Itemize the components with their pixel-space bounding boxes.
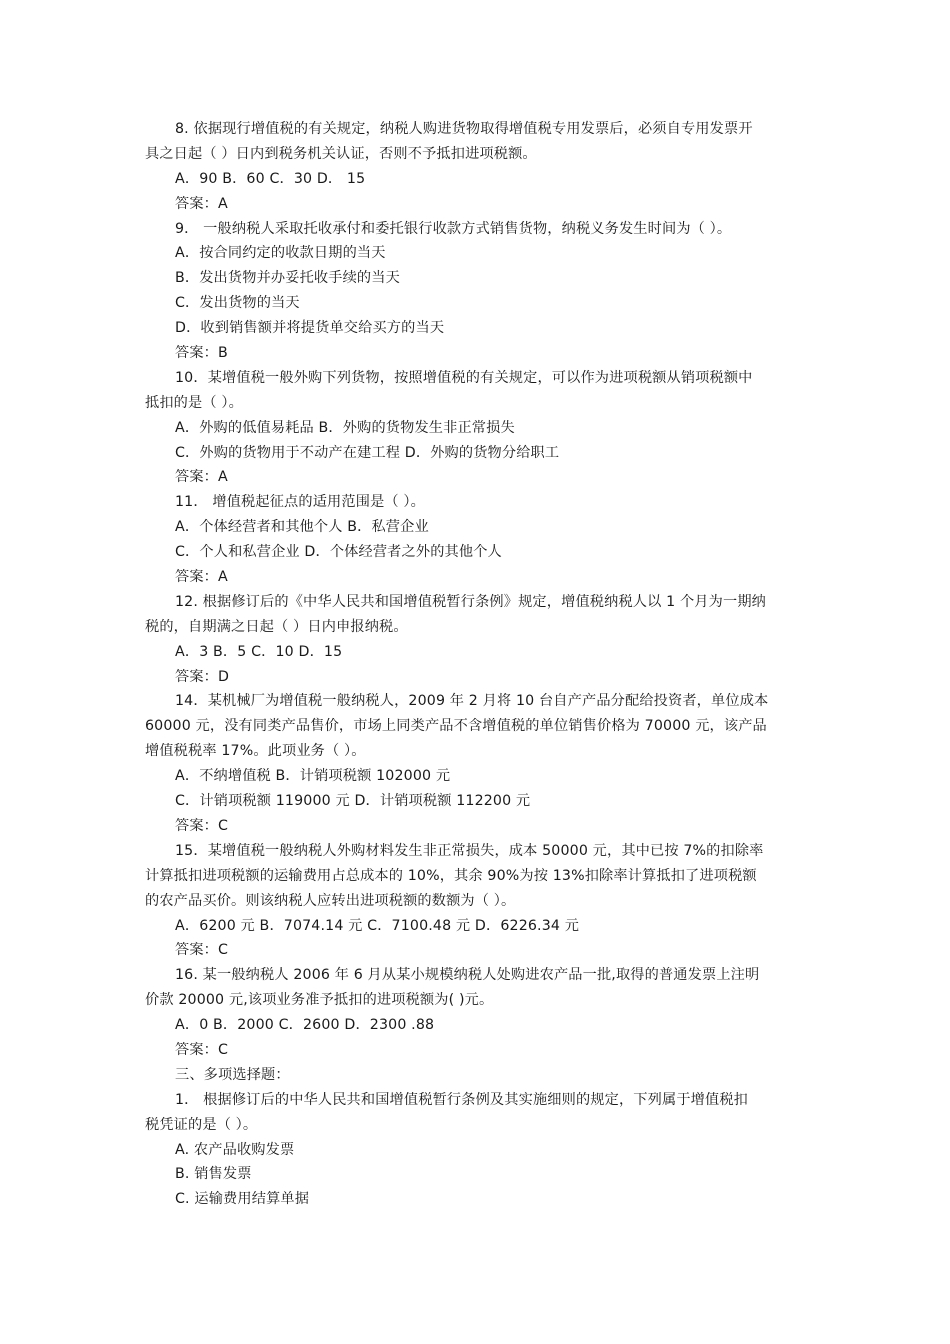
text-line: 三、多项选择题： — [175, 1066, 290, 1083]
text-line: D．收到销售额并将提货单交给买方的当天 — [175, 320, 445, 337]
text-line: 8. 依据现行增值税的有关规定，纳税人购进货物取得增值税专用发票后，必须自专用发票开 — [175, 121, 753, 137]
text-line: C．个人和私营企业 D．个体经营者之外的其他个人 — [175, 544, 502, 561]
text-line: 增值税税率 17%。此项业务（ ）。 — [145, 743, 366, 760]
text-line: 抵扣的是（ ）。 — [145, 394, 243, 411]
text-line: 14．某机械厂为增值税一般纳税人，2009 年 2 月将 10 台自产产品分配给投资者，单位成本 — [175, 693, 769, 710]
text-line: A．外购的低值易耗品 B．外购的货物发生非正常损失 — [175, 419, 515, 436]
text-line: 12. 根据修订后的《中华人民共和国增值税暂行条例》规定，增值税纳税人以 1 个月为一期纳 — [175, 593, 766, 610]
text-line: 计算抵扣进项税额的运输费用占总成本的 10%，其余 90%为按 13%扣除率计算抵扣了进项税额 — [145, 867, 757, 884]
text-line: 答案：C — [175, 1041, 229, 1058]
text-line: 11． 增值税起征点的适用范围是（ ）。 — [175, 494, 425, 511]
text-line: A．个体经营者和其他个人 B．私营企业 — [175, 519, 429, 536]
text-line: 答案：C — [175, 942, 229, 959]
text-line: 具之日起（ ）日内到税务机关认证，否则不予抵扣进项税额。 — [145, 145, 537, 162]
text-line: A．不纳增值税 B．计销项税额 102000 元 — [175, 768, 451, 785]
text-line: 的农产品买价。则该纳税人应转出进项税额的数额为（ ）。 — [145, 892, 516, 909]
text-line: A．6200 元 B．7074.14 元 C．7100.48 元 D．6226.34 元 — [175, 917, 580, 934]
text-line: A．3 B．5 C．10 D．15 — [175, 643, 343, 660]
text-line: A. 农产品收购发票 — [175, 1141, 295, 1158]
text-line: 答案：A — [175, 469, 228, 486]
text-line: 税的，自期满之日起（ ）日内申报纳税。 — [145, 618, 408, 635]
text-line: 16. 某一般纳税人 2006 年 6 月从某小规模纳税人处购进农产品一批,取得的普通发票上注明 — [175, 967, 760, 984]
text-line: 15．某增值税一般纳税人外购材料发生非正常损失，成本 50000 元，其中已按 7%的扣除率 — [175, 842, 764, 859]
text-line: 答案：C — [175, 817, 229, 834]
text-line: A．90 B．60 C．30 D． 15 — [175, 170, 366, 187]
text-line: 60000 元，没有同类产品售价，市场上同类产品不含增值税的单位销售价格为 70000 元，该产品 — [145, 718, 767, 735]
text-line: 答案：B — [175, 345, 228, 362]
text-line: 答案：A — [175, 569, 228, 586]
document-body — [145, 117, 810, 1212]
text-line: C．发出货物的当天 — [175, 295, 300, 312]
text-line: 价款 20000 元,该项业务准予抵扣的进项税额为( )元。 — [145, 992, 494, 1009]
text-line: B．发出货物并办妥托收手续的当天 — [175, 270, 400, 287]
text-line: C. 运输费用结算单据 — [175, 1191, 310, 1208]
text-line: B. 销售发票 — [175, 1166, 252, 1183]
text-line: 1． 根据修订后的中华人民共和国增值税暂行条例及其实施细则的规定，下列属于增值税扣 — [175, 1091, 749, 1108]
text-line: 9． 一般纳税人采取托收承付和委托银行收款方式销售货物，纳税义务发生时间为（ ）。 — [175, 220, 732, 237]
text-line: 税凭证的是（ ）。 — [145, 1116, 258, 1133]
text-line: C．外购的货物用于不动产在建工程 D．外购的货物分给职工 — [175, 444, 560, 461]
text-line: 答案：D — [175, 668, 230, 685]
text-line: 10．某增值税一般外购下列货物，按照增值税的有关规定，可以作为进项税额从销项税额中 — [175, 369, 753, 386]
text-line: 答案：A — [175, 195, 228, 212]
text-line: A．按合同约定的收款日期的当天 — [175, 245, 386, 262]
text-line: A．0 B．2000 C．2600 D．2300 .88 — [175, 1017, 435, 1034]
text-line: C．计销项税额 119000 元 D．计销项税额 112200 元 — [175, 793, 531, 810]
